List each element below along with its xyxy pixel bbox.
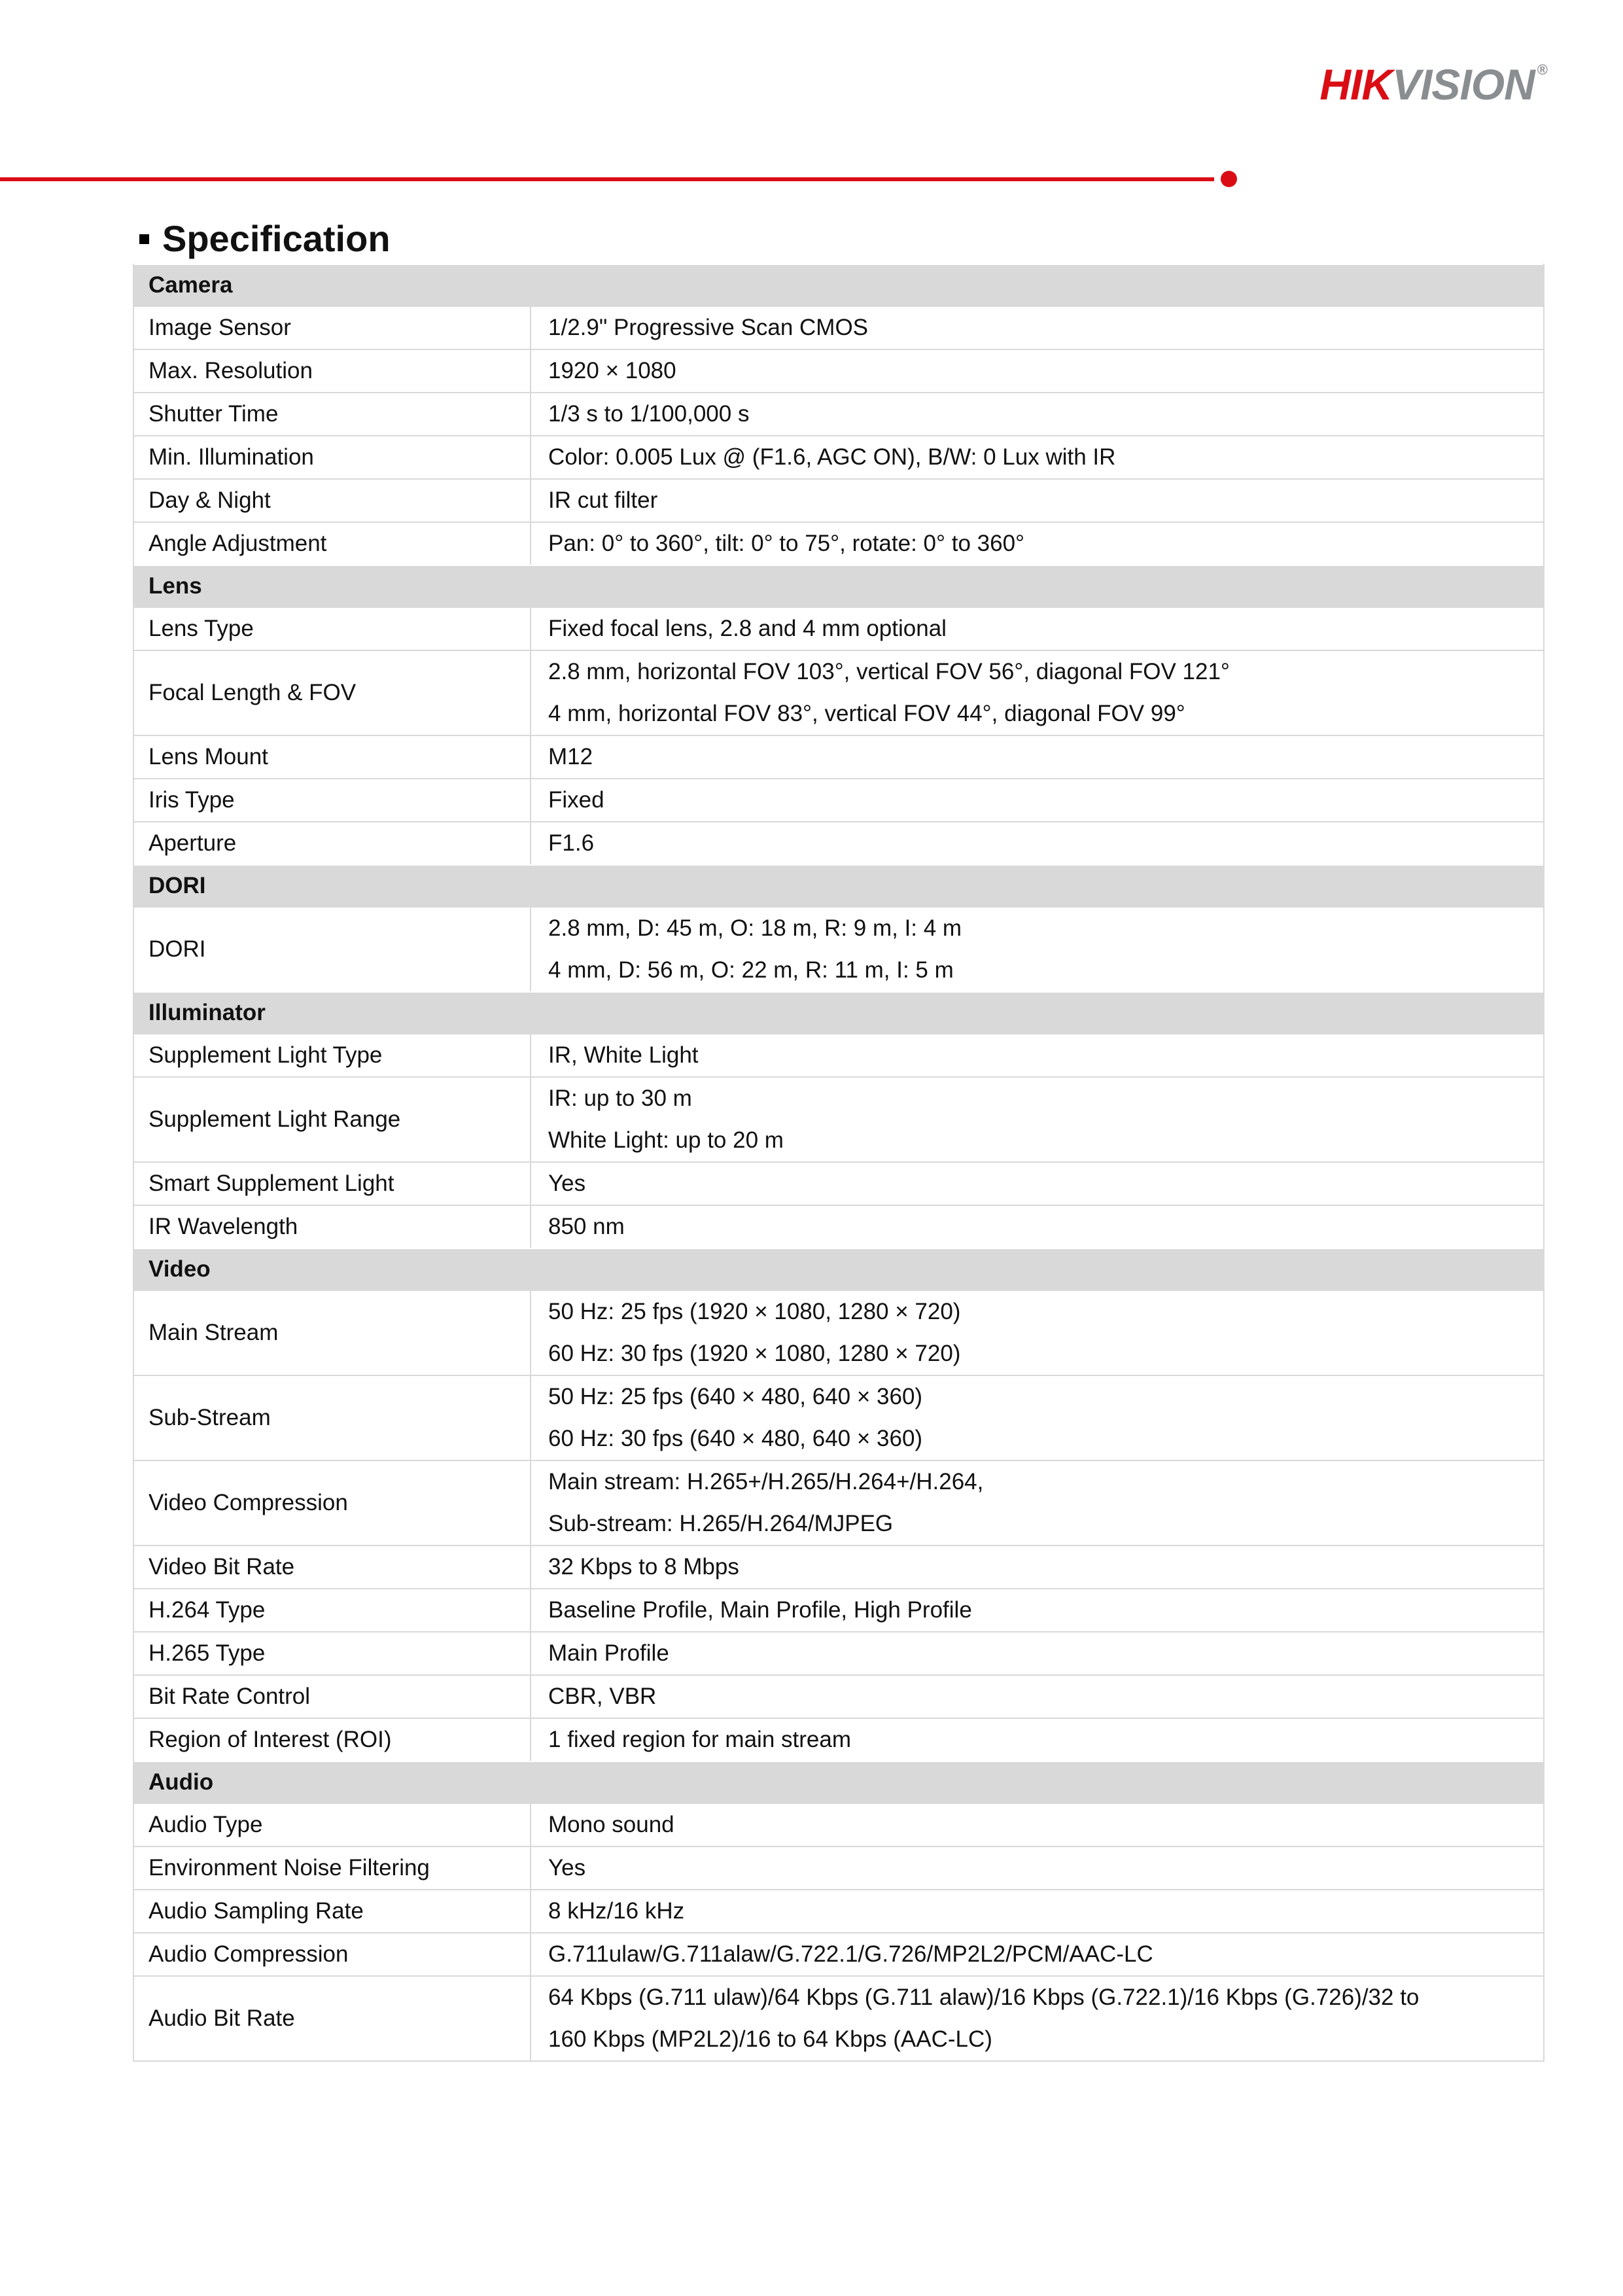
spec-row-focal-length-fov xyxy=(134,650,1543,735)
section-header-camera: Camera xyxy=(134,264,1543,306)
spec-label: Video Bit Rate xyxy=(148,1554,295,1580)
spec-label: Audio Bit Rate xyxy=(148,2005,295,2031)
spec-label: Image Sensor xyxy=(148,315,291,340)
spec-row-lens-mount xyxy=(134,735,1543,778)
spec-row-lens-type xyxy=(134,607,1543,650)
spec-label: Region of Interest (ROI) xyxy=(148,1727,392,1752)
spec-value xyxy=(530,1163,1543,1205)
spec-value xyxy=(530,1847,1543,1889)
spec-label: Audio Type xyxy=(148,1812,263,1837)
spec-row-ir-wavelength xyxy=(134,1205,1543,1248)
spec-label: Supplement Light Type xyxy=(148,1042,383,1068)
spec-label: DORI xyxy=(148,936,206,962)
spec-value-line: Main stream: H.265+/H.265/H.264+/H.264, xyxy=(548,1469,984,1494)
spec-label: IR Wavelength xyxy=(148,1214,298,1239)
spec-value-line: Main Profile xyxy=(548,1640,669,1666)
spec-value-line: Fixed xyxy=(548,787,604,813)
spec-value-line: 4 mm, horizontal FOV 83°, vertical FOV 44°, diagonal FOV 99° xyxy=(548,701,1185,726)
spec-value-line: IR, White Light xyxy=(548,1042,699,1068)
spec-label: Main Stream xyxy=(148,1320,279,1345)
spec-label: Audio Compression xyxy=(148,1941,349,1967)
spec-value-line: G.711ulaw/G.711alaw/G.722.1/G.726/MP2L2/PCM/AAC-LC xyxy=(548,1941,1153,1967)
spec-value xyxy=(530,1034,1543,1076)
spec-value xyxy=(530,1589,1543,1631)
spec-value xyxy=(530,608,1543,650)
section-header-dori: DORI xyxy=(134,864,1543,906)
spec-value xyxy=(530,1546,1543,1588)
spec-label: Day & Night xyxy=(148,487,271,513)
spec-value-line: 2.8 mm, horizontal FOV 103°, vertical FOV 56°, diagonal FOV 121° xyxy=(548,659,1230,684)
spec-value-line: 850 nm xyxy=(548,1214,625,1239)
section-header-video: Video xyxy=(134,1248,1543,1290)
spec-value xyxy=(530,1206,1543,1248)
spec-value-line: 1/2.9" Progressive Scan CMOS xyxy=(548,315,869,340)
section-header-audio: Audio xyxy=(134,1761,1543,1803)
spec-row-supplement-light-range xyxy=(134,1076,1543,1161)
spec-row-sub-stream xyxy=(134,1375,1543,1460)
spec-value-line: White Light: up to 20 m xyxy=(548,1127,784,1153)
spec-value xyxy=(530,908,1543,991)
spec-row-h-265-type xyxy=(134,1631,1543,1674)
spec-label: Min. Illumination xyxy=(148,444,314,470)
spec-value-line: Pan: 0° to 360°, tilt: 0° to 75°, rotate: 0° to 360° xyxy=(548,531,1025,556)
spec-value-line: F1.6 xyxy=(548,830,595,856)
spec-label: H.264 Type xyxy=(148,1597,266,1623)
spec-label: Shutter Time xyxy=(148,401,279,427)
spec-value xyxy=(530,1461,1543,1545)
spec-label: Iris Type xyxy=(148,787,235,813)
spec-row-environment-noise-filtering xyxy=(134,1846,1543,1889)
spec-row-smart-supplement-light xyxy=(134,1161,1543,1205)
registered-trademark-icon: ® xyxy=(1537,62,1547,78)
spec-label: Angle Adjustment xyxy=(148,531,327,556)
specification-heading xyxy=(139,220,391,258)
spec-value-line: Yes xyxy=(548,1855,586,1881)
spec-label: Focal Length & FOV xyxy=(148,680,357,705)
spec-value-line: Fixed focal lens, 2.8 and 4 mm optional xyxy=(548,616,947,641)
spec-value xyxy=(530,1804,1543,1846)
square-bullet-icon xyxy=(139,234,149,244)
spec-value-line: 1 fixed region for main stream xyxy=(548,1727,851,1752)
spec-value-line: Baseline Profile, Main Profile, High Profile xyxy=(548,1597,972,1623)
spec-value-line: M12 xyxy=(548,744,593,769)
hikvision-logo xyxy=(1319,60,1547,109)
spec-value xyxy=(530,651,1543,735)
spec-value xyxy=(530,736,1543,778)
spec-row-h-264-type xyxy=(134,1588,1543,1631)
spec-row-audio-compression xyxy=(134,1932,1543,1975)
spec-row-image-sensor xyxy=(134,306,1543,349)
spec-label: Video Compression xyxy=(148,1490,348,1515)
spec-value-line: Color: 0.005 Lux @ (F1.6, AGC ON), B/W: 0 Lux with IR xyxy=(548,444,1116,470)
page-title: Specification xyxy=(162,218,391,259)
spec-value-line: 32 Kbps to 8 Mbps xyxy=(548,1554,739,1580)
spec-row-main-stream xyxy=(134,1290,1543,1375)
spec-row-audio-type xyxy=(134,1803,1543,1846)
spec-value-line: Mono sound xyxy=(548,1812,674,1837)
spec-value-line: Sub-stream: H.265/H.264/MJPEG xyxy=(548,1511,894,1536)
spec-row-bit-rate-control xyxy=(134,1674,1543,1718)
spec-value-line: 1920 × 1080 xyxy=(548,358,676,383)
spec-value xyxy=(530,523,1543,565)
spec-value-line: 2.8 mm, D: 45 m, O: 18 m, R: 9 m, I: 4 m xyxy=(548,915,962,941)
spec-row-min-illumination xyxy=(134,435,1543,478)
spec-value xyxy=(530,1934,1543,1975)
spec-value-line: 4 mm, D: 56 m, O: 22 m, R: 11 m, I: 5 m xyxy=(548,957,954,983)
spec-value xyxy=(530,1291,1543,1375)
spec-value xyxy=(530,436,1543,478)
spec-row-region-of-interest-roi xyxy=(134,1718,1543,1761)
spec-value xyxy=(530,1719,1543,1761)
spec-value-line: CBR, VBR xyxy=(548,1684,657,1709)
spec-row-audio-sampling-rate xyxy=(134,1889,1543,1932)
spec-value xyxy=(530,393,1543,435)
spec-label: Max. Resolution xyxy=(148,358,313,383)
section-header-lens: Lens xyxy=(134,565,1543,607)
spec-label: Lens Type xyxy=(148,616,254,641)
spec-value xyxy=(530,1676,1543,1718)
header-rule-dot-icon xyxy=(1221,171,1237,187)
spec-row-aperture xyxy=(134,821,1543,864)
spec-value-line: Yes xyxy=(548,1171,586,1196)
spec-value-line: 50 Hz: 25 fps (640 × 480, 640 × 360) xyxy=(548,1384,923,1409)
spec-value xyxy=(530,779,1543,821)
spec-value xyxy=(530,1890,1543,1932)
spec-row-video-bit-rate xyxy=(134,1545,1543,1588)
section-header-illuminator: Illuminator xyxy=(134,991,1543,1033)
spec-label: H.265 Type xyxy=(148,1640,266,1666)
spec-value xyxy=(530,1633,1543,1674)
spec-row-dori xyxy=(134,906,1543,991)
spec-value-line: 64 Kbps (G.711 ulaw)/64 Kbps (G.711 alaw)/16 Kbps (G.722.1)/16 Kbps (G.726)/32 to xyxy=(548,1985,1420,2010)
spec-value xyxy=(530,350,1543,392)
spec-value-line: IR cut filter xyxy=(548,487,658,513)
logo-vision-text: VISION xyxy=(1392,60,1535,109)
spec-row-day-night xyxy=(134,478,1543,521)
spec-value xyxy=(530,1977,1543,2060)
spec-value xyxy=(530,822,1543,864)
spec-row-video-compression xyxy=(134,1460,1543,1545)
spec-label: Lens Mount xyxy=(148,744,268,769)
spec-label: Audio Sampling Rate xyxy=(148,1898,364,1924)
spec-row-shutter-time xyxy=(134,392,1543,435)
spec-label: Smart Supplement Light xyxy=(148,1171,394,1196)
spec-row-angle-adjustment xyxy=(134,521,1543,565)
spec-value-line: 8 kHz/16 kHz xyxy=(548,1898,685,1924)
spec-label: Environment Noise Filtering xyxy=(148,1855,430,1881)
spec-value xyxy=(530,1376,1543,1460)
logo-hik-text: HIK xyxy=(1319,60,1393,109)
spec-row-max-resolution xyxy=(134,349,1543,392)
spec-label: Aperture xyxy=(148,830,237,856)
header-rule-line xyxy=(0,177,1214,181)
spec-value-line: 60 Hz: 30 fps (1920 × 1080, 1280 × 720) xyxy=(548,1341,961,1366)
spec-label: Supplement Light Range xyxy=(148,1106,401,1132)
spec-row-iris-type xyxy=(134,778,1543,821)
spec-value xyxy=(530,1078,1543,1161)
spec-value xyxy=(530,480,1543,521)
spec-label: Sub-Stream xyxy=(148,1405,271,1430)
spec-label: Bit Rate Control xyxy=(148,1684,311,1709)
spec-value-line: 1/3 s to 1/100,000 s xyxy=(548,401,750,427)
spec-value-line: 50 Hz: 25 fps (1920 × 1080, 1280 × 720) xyxy=(548,1299,961,1324)
spec-row-audio-bit-rate xyxy=(134,1975,1543,2060)
spec-value xyxy=(530,307,1543,349)
spec-value-line: 60 Hz: 30 fps (640 × 480, 640 × 360) xyxy=(548,1426,923,1451)
spec-value-line: IR: up to 30 m xyxy=(548,1086,692,1111)
spec-table xyxy=(133,264,1544,2062)
spec-row-supplement-light-type xyxy=(134,1033,1543,1076)
spec-value-line: 160 Kbps (MP2L2)/16 to 64 Kbps (AAC-LC) xyxy=(548,2026,992,2052)
